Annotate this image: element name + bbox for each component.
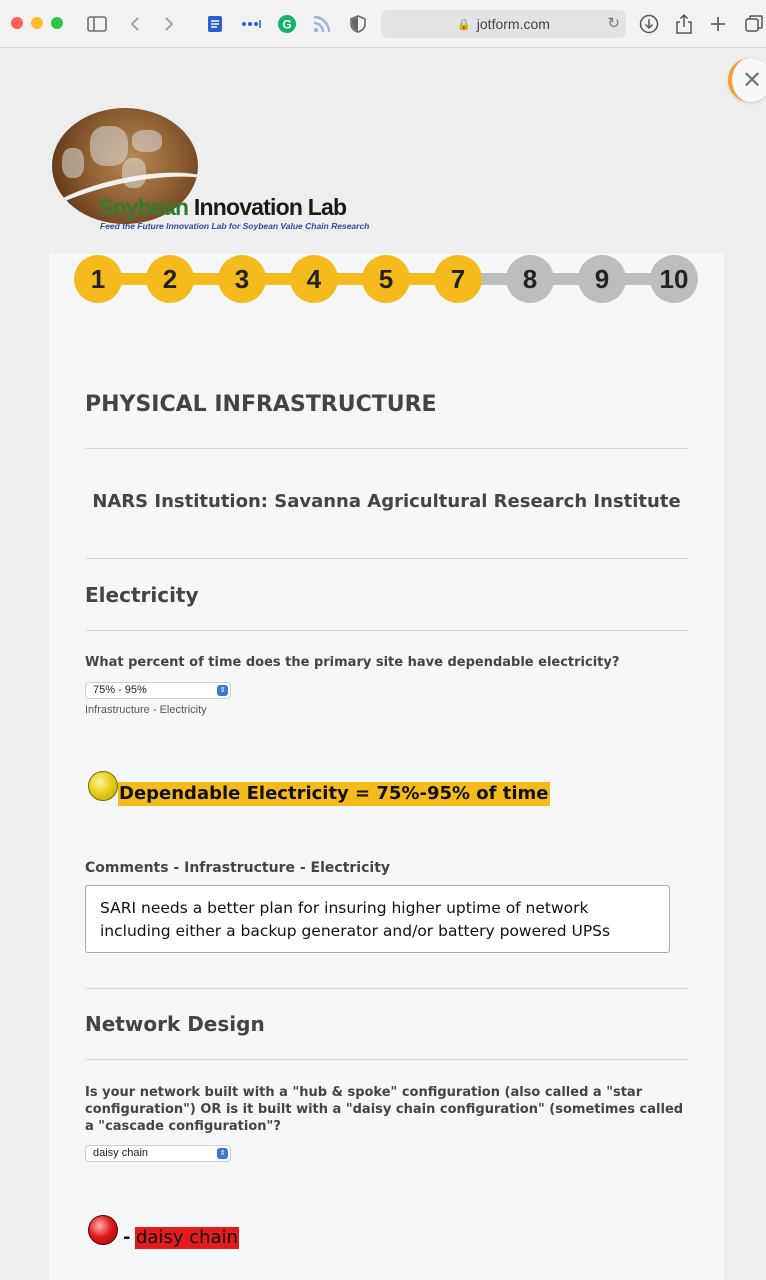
window-minimize-button[interactable] (31, 17, 43, 29)
close-icon: ✕ (741, 66, 763, 94)
network-question: Is your network built with a "hub & spoke" configuration (also called a "star configuration") OR is it built with a "daisy chain configuration" (sometimes called a "cascade configuration"? (85, 1085, 684, 1134)
close-form-button[interactable] (728, 58, 766, 102)
download-icon[interactable] (638, 12, 660, 36)
electricity-select[interactable]: 75% - 95% ⇕ (85, 682, 231, 699)
divider (85, 558, 688, 559)
divider (85, 988, 688, 989)
step-1[interactable]: 1 (74, 255, 122, 303)
lock-icon: 🔒 (457, 18, 471, 31)
electricity-result: Dependable Electricity = 75%-95% of time (119, 783, 549, 804)
new-tab-icon[interactable] (708, 12, 728, 36)
progress-line-remaining (458, 273, 678, 285)
network-result: daisy chain (136, 1227, 238, 1248)
window-close-button[interactable] (11, 17, 23, 29)
chevron-updown-icon: ⇕ (217, 685, 228, 696)
institution-label: NARS Institution: Savanna Agricultural Research Institute (92, 491, 681, 512)
step-7[interactable]: 7 (434, 255, 482, 303)
network-select[interactable]: daisy chain ⇕ (85, 1145, 231, 1162)
step-5[interactable]: 5 (362, 255, 410, 303)
step-10[interactable]: 10 (650, 255, 698, 303)
svg-text:G: G (282, 17, 292, 32)
divider (85, 630, 688, 631)
address-bar[interactable] (381, 10, 626, 38)
tabs-icon[interactable] (744, 12, 764, 36)
shield-icon[interactable] (348, 12, 368, 36)
step-8[interactable]: 8 (506, 255, 554, 303)
step-4[interactable]: 4 (290, 255, 338, 303)
browser-toolbar (0, 0, 766, 48)
divider (85, 1059, 688, 1060)
yellow-status-icon (88, 771, 118, 801)
share-icon[interactable] (673, 12, 695, 36)
comments-label: Comments - Infrastructure - Electricity (85, 860, 391, 876)
back-icon[interactable] (126, 12, 144, 36)
reload-icon[interactable]: ↻ (607, 15, 620, 32)
logo-tagline: Feed the Future Innovation Lab for Soybean Value Chain Research (100, 221, 370, 231)
step-3[interactable]: 3 (218, 255, 266, 303)
chevron-updown-icon: ⇕ (217, 1148, 228, 1159)
electricity-sublabel: Infrastructure - Electricity (85, 704, 207, 716)
window-zoom-button[interactable] (51, 17, 63, 29)
comments-textarea[interactable]: SARI needs a better plan for insuring higher uptime of network including either a backup generator and/or battery powered UPSs (85, 885, 670, 953)
network-result-dash: - (123, 1227, 131, 1248)
grammarly-icon[interactable] (276, 12, 298, 36)
logo-title: Soybean Innovation Lab (98, 194, 347, 220)
forward-icon[interactable] (160, 12, 178, 36)
page-title: PHYSICAL INFRASTRUCTURE (85, 392, 437, 417)
password-icon[interactable] (240, 12, 262, 36)
url-text: jotform.com (476, 16, 550, 32)
red-status-icon (88, 1215, 118, 1245)
rss-icon[interactable] (311, 12, 333, 36)
divider (85, 448, 688, 449)
network-heading: Network Design (85, 1012, 265, 1036)
electricity-question: What percent of time does the primary site have dependable electricity? (85, 655, 620, 670)
step-2[interactable]: 2 (146, 255, 194, 303)
sidebar-icon[interactable] (86, 12, 108, 36)
electricity-heading: Electricity (85, 583, 199, 607)
logo (50, 108, 370, 238)
step-9[interactable]: 9 (578, 255, 626, 303)
reader-icon[interactable] (205, 12, 225, 36)
